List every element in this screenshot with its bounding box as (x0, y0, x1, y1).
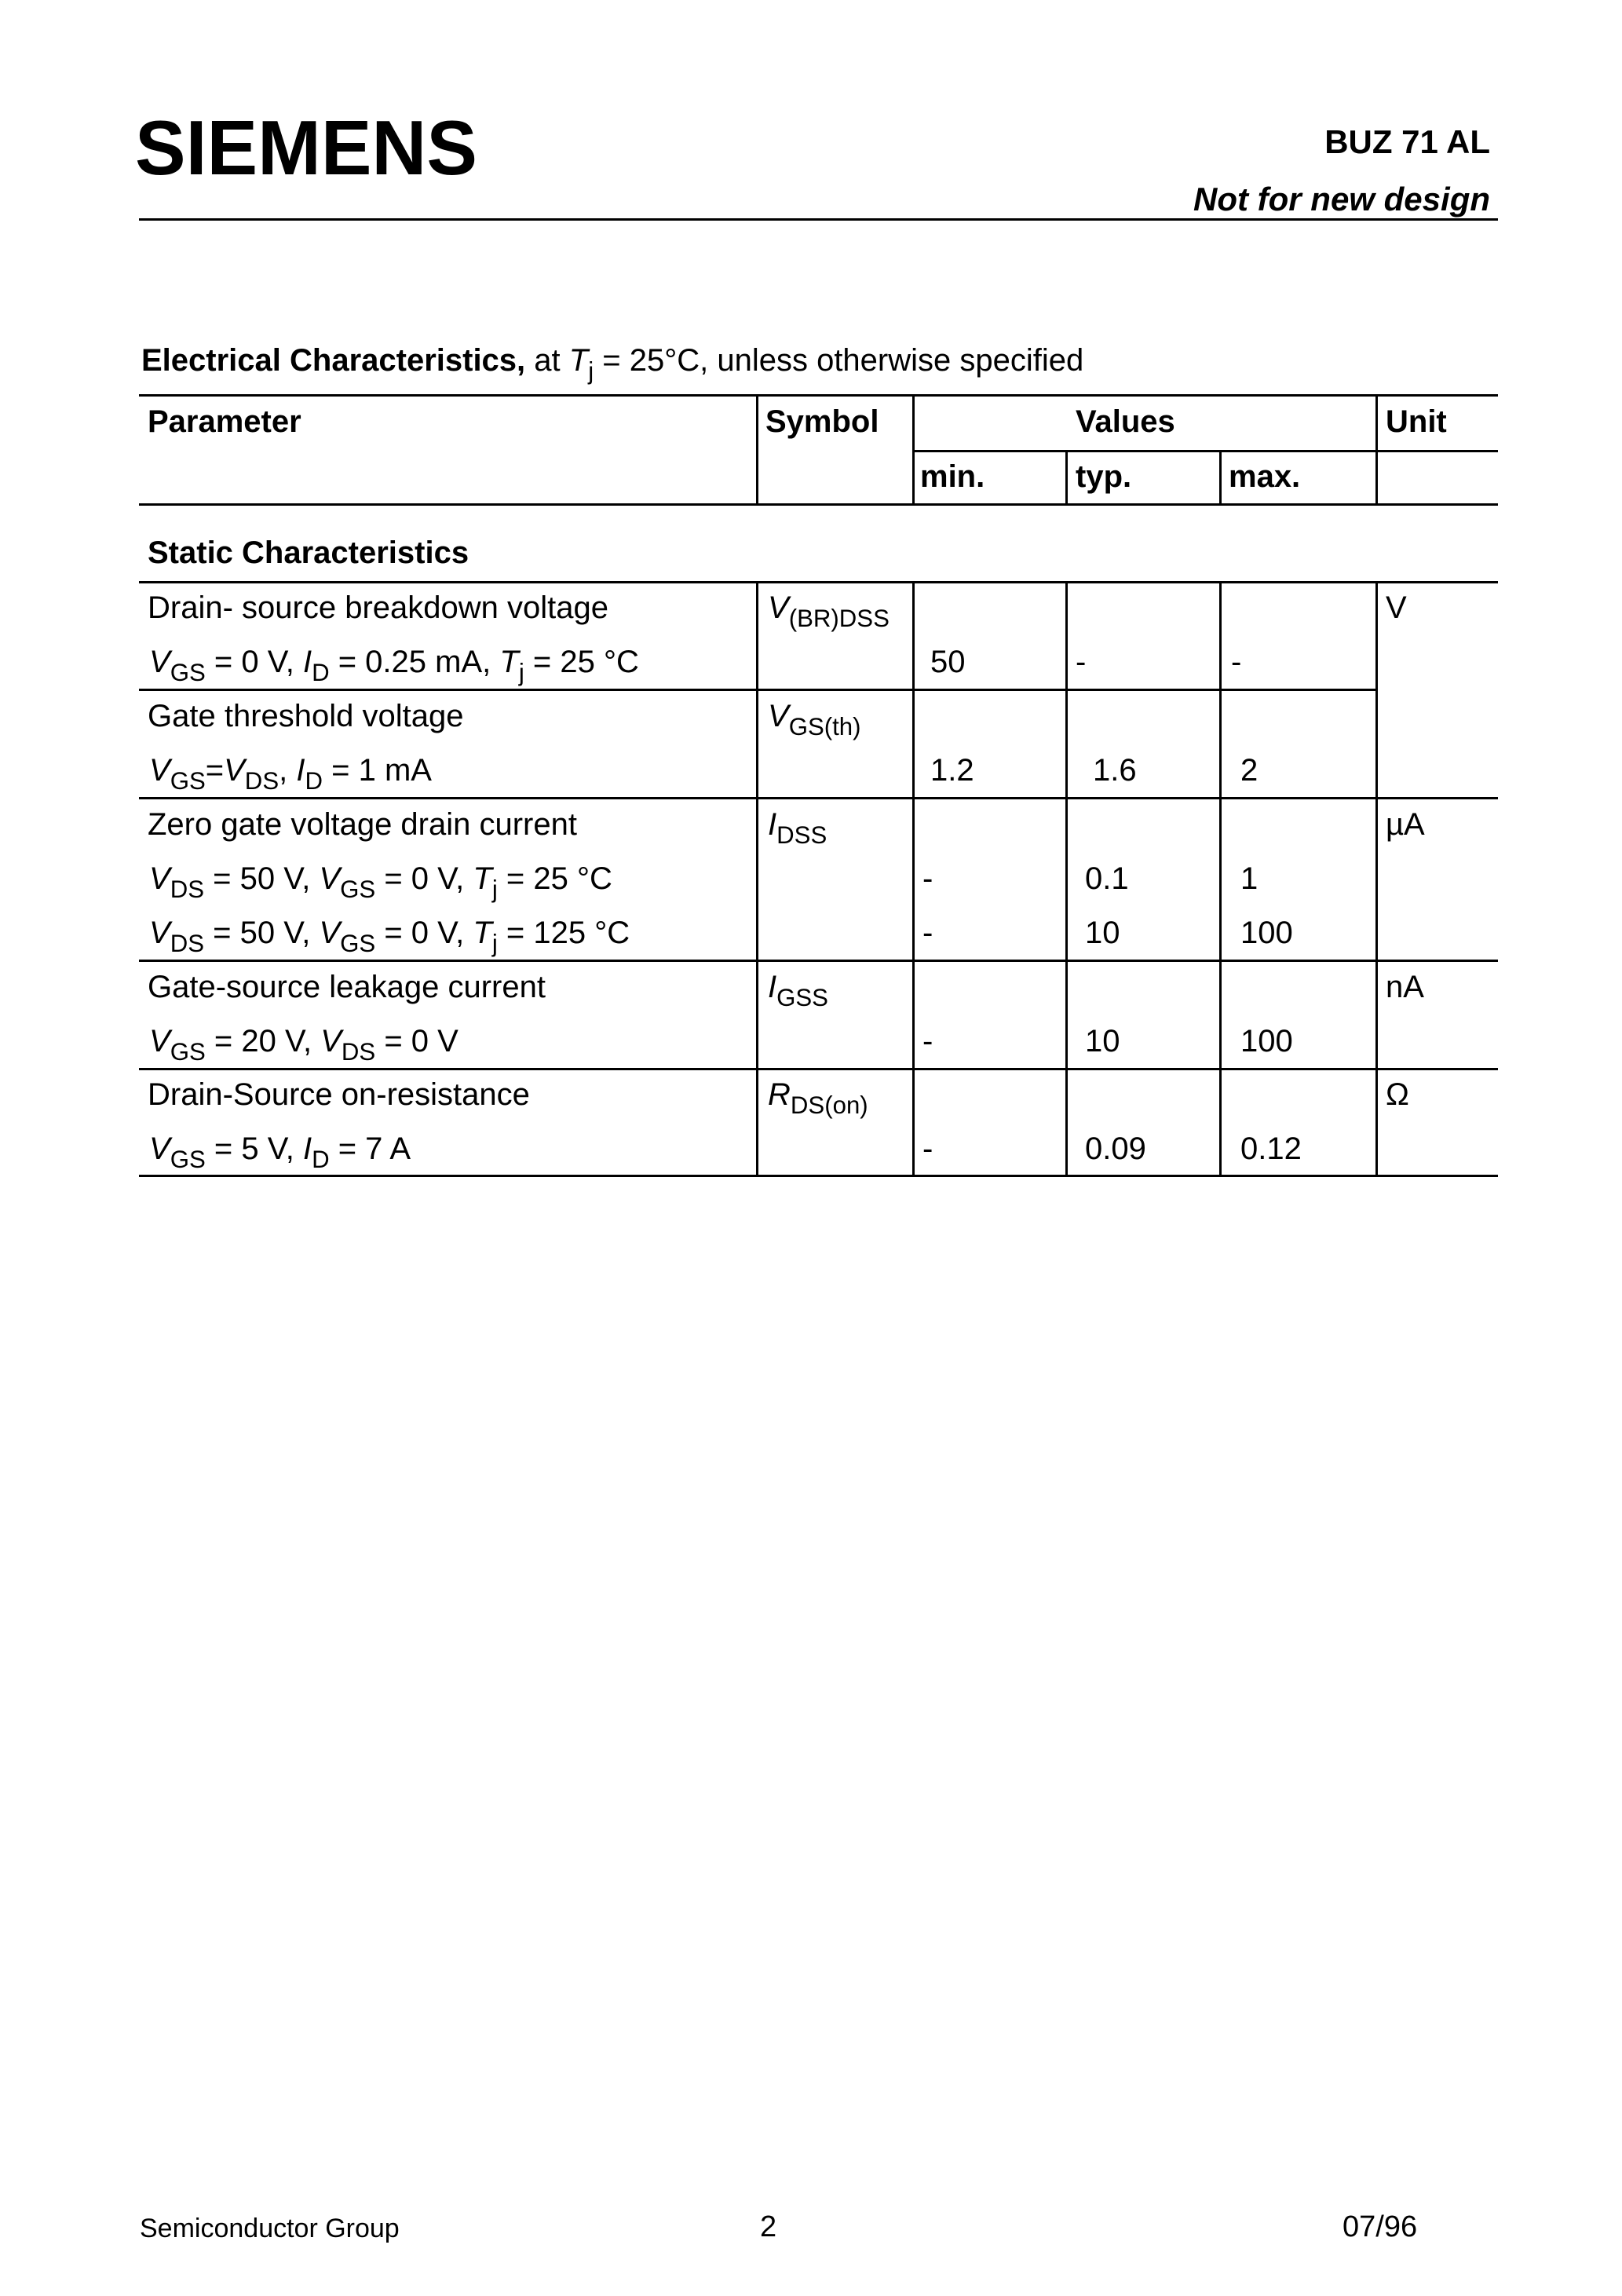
row4-min: - (922, 1024, 933, 1058)
row5-name: Drain-Source on-resistance (148, 1077, 530, 1112)
row5-typ: 0.09 (1085, 1132, 1146, 1166)
hdr-vline-min (912, 394, 915, 504)
header-values: Values (1076, 404, 1175, 439)
hdr-vline-max (1219, 450, 1222, 504)
row2-name: Gate threshold voltage (148, 699, 464, 733)
row5-unit: Ω (1386, 1077, 1409, 1112)
row3-typ-1: 0.1 (1085, 861, 1129, 896)
row2-symbol (768, 699, 861, 740)
tj-symbol: T (568, 343, 589, 378)
header-parameter: Parameter (148, 404, 301, 439)
body-vline-unit (1375, 581, 1378, 1175)
table-rule-group (139, 581, 1498, 583)
row5-symbol (768, 1077, 868, 1119)
row3-max-2: 100 (1240, 916, 1293, 950)
footer-date: 07/96 (1343, 2210, 1418, 2243)
header-min: min. (920, 459, 985, 494)
row2-symbol-sub: GS(th) (788, 712, 861, 740)
design-status: Not for new design (1193, 181, 1490, 218)
row3-condition-1: $V_{DS} = 50$ V, $V_{GS} = 0$ V, $T_j = 25$ °C (149, 861, 612, 903)
row3-name: Zero gate voltage drain current (148, 807, 577, 842)
row2-condition: $V_{GS}=V_{DS}$, $I_D = 1$ mA (149, 753, 432, 795)
body-vline-min (912, 581, 915, 1175)
row2-min: 1.2 (930, 753, 974, 788)
section-title-prefix: at (525, 343, 569, 378)
group-title: Static Characteristics (148, 536, 469, 570)
row4-symbol (768, 970, 828, 1011)
row1-max: - (1231, 645, 1242, 679)
row3-min-2: - (922, 916, 933, 950)
tj-sub: j (588, 356, 594, 385)
row3-unit: µA (1386, 807, 1425, 842)
section-title (141, 343, 1084, 385)
row1-symbol (768, 590, 890, 632)
footer-page-number: 2 (760, 2210, 777, 2243)
row1-unit: V (1386, 590, 1407, 625)
hdr-vline-unit (1375, 394, 1378, 504)
siemens-logo (135, 110, 480, 185)
row4-symbol-main: I (768, 970, 777, 1004)
row1-typ: - (1076, 645, 1087, 679)
body-vline-max (1219, 581, 1222, 1175)
row5-condition: $V_{GS} = 5$ V, $I_D = 7$ A (149, 1132, 411, 1173)
row1-condition: $V_{GS} = 0$ V, $I_D = 0.25$ mA, $T_j = 25$ °C (149, 645, 639, 686)
header-symbol: Symbol (765, 404, 879, 439)
row1-name: Drain- source breakdown voltage (148, 590, 608, 625)
hdr-vline-symbol (756, 394, 758, 504)
row4-name: Gate-source leakage current (148, 970, 546, 1004)
row5-min: - (922, 1132, 933, 1166)
section-title-bold: Electrical Characteristics, (141, 343, 526, 378)
hdr-vline-typ (1065, 450, 1068, 504)
table-rule-header-bottom (139, 503, 1498, 506)
body-vline-typ (1065, 581, 1068, 1175)
row4-condition: $V_{GS} = 20$ V, $V_{DS} = 0$ V (149, 1024, 458, 1066)
row3-symbol-sub: DSS (776, 821, 827, 849)
row3-max-1: 1 (1240, 861, 1259, 896)
header-typ: typ. (1076, 459, 1132, 494)
row4-unit: nA (1386, 970, 1424, 1004)
part-number: BUZ 71 AL (1324, 123, 1490, 160)
row3-symbol-main: I (768, 807, 777, 842)
row5-max: 0.12 (1240, 1132, 1302, 1166)
table-rule-bottom (139, 1175, 1498, 1177)
row3-typ-2: 10 (1085, 916, 1120, 950)
row3-symbol (768, 807, 827, 849)
header-unit: Unit (1386, 404, 1447, 439)
table-rule-row4 (139, 1068, 1498, 1070)
row3-condition-2: $V_{DS} = 50$ V, $V_{GS} = 0$ V, $T_j = 125$ °C (149, 916, 630, 957)
row3-min-1: - (922, 861, 933, 896)
table-rule-row3 (139, 960, 1498, 962)
row1-symbol-sub: (BR)DSS (788, 604, 890, 632)
row1-symbol-main: V (768, 590, 789, 625)
row2-max: 2 (1240, 753, 1259, 788)
header-rule (139, 218, 1498, 221)
row4-max: 100 (1240, 1024, 1293, 1058)
row4-typ: 10 (1085, 1024, 1120, 1058)
table-rule-row2 (139, 797, 1498, 799)
row2-typ: 1.6 (1093, 753, 1137, 788)
row5-symbol-sub: DS(on) (790, 1091, 868, 1119)
table-rule-row1 (139, 689, 1377, 691)
table-rule-top (139, 394, 1498, 397)
body-vline-symbol (756, 581, 758, 1175)
row4-symbol-sub: GSS (776, 983, 828, 1011)
row5-symbol-main: R (768, 1077, 791, 1112)
row2-symbol-main: V (768, 699, 789, 733)
header-max: max. (1229, 459, 1301, 494)
table-rule-values-sub (913, 450, 1498, 452)
section-title-suffix: = 25°C, unless otherwise specified (594, 343, 1084, 378)
siemens-logo-text: SIEMENS (135, 110, 477, 185)
footer-company: Semiconductor Group (140, 2214, 400, 2243)
row1-min: 50 (930, 645, 966, 679)
